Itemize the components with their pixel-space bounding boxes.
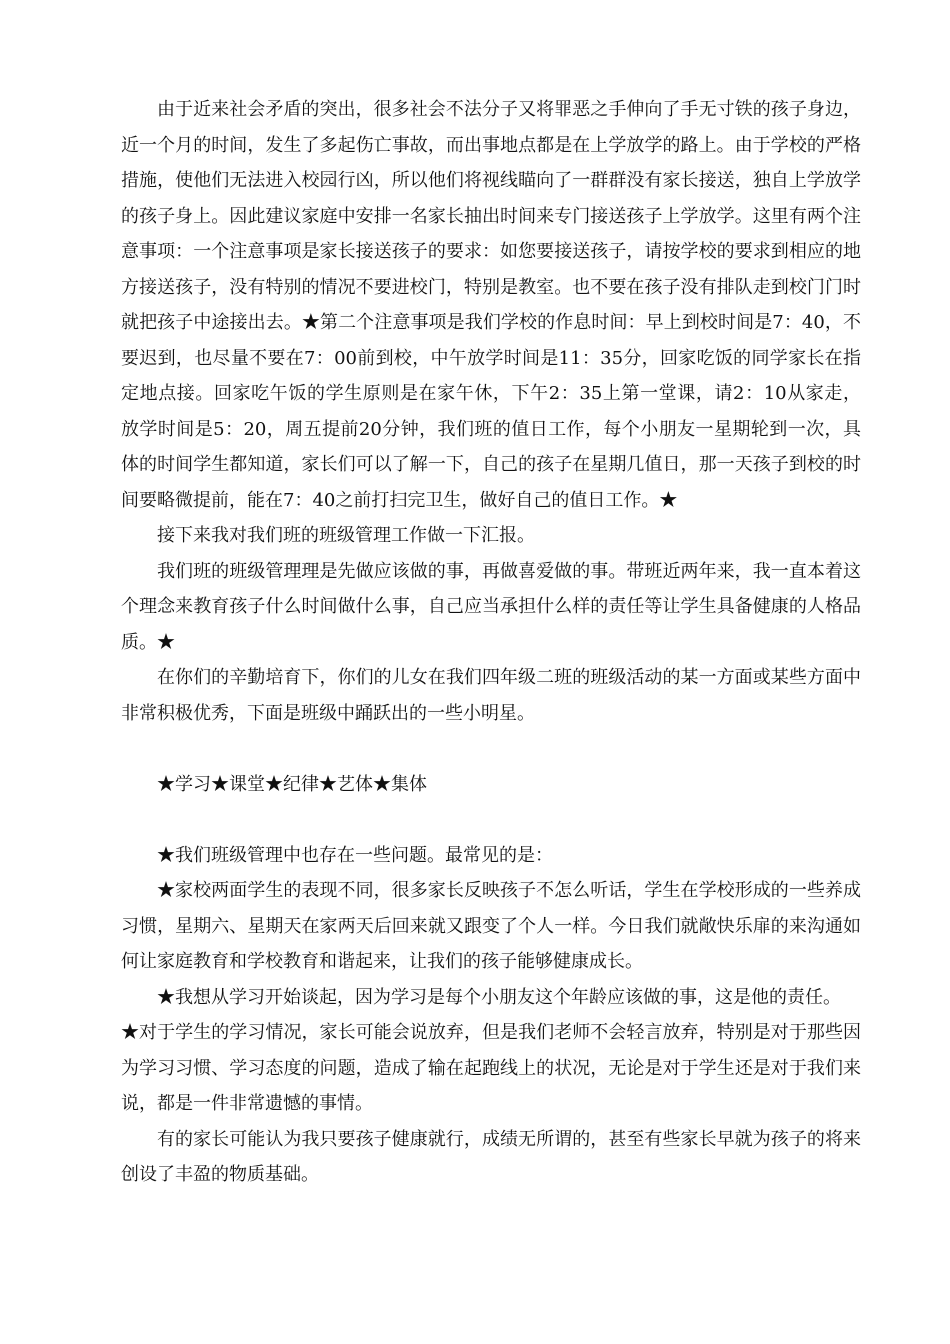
paragraph-safety-pickup: 由于近来社会矛盾的突出，很多社会不法分子又将罪恶之手伸向了手无寸铁的孩子身边，近一个月的时间，发生了多起伤亡事故，而出事地点都是在上学放学的路上。由于学校的严格措施，使他们无法进入校园行凶，所以他们将视线瞄向了一群群没有家长接送，独自上学放学的孩子身上。因此建议家庭中安排一名家长抽出时间来专门接送孩子上学放学。这里有两个注意事项：一个注意事项是家长接送孩子的要求：如您要接送孩子，请按学校的要求到相应的地方接送孩子，没有特别的情况不要进校门，特别是教室。也不要在孩子没有排队走到校门门时就把孩子中途接出去。★第二个注意事项是我们学校的作息时间：早上到校时间是7：40，不要迟到，也尽量不要在7：00前到校，中午放学时间是11：35分，回家吃饭的同学家长在指定地点接。回家吃午饭的学生原则是在家午休，下午2：35上第一堂课，请2：10从家走， 放学时间是5：20，周五提前20分钟，我们班的值日工作，每个小朋友一星期轮到一次，具体的时间学生都知道，家长们可以了解一下，自己的孩子在星期几值日，那一天孩子到校的时间要略微提前，能在7：40之前打扫完卫生，做好自己的值日工作。★ <box>121 99 861 511</box>
paragraph-little-stars: 在你们的辛勤培育下，你们的儿女在我们四年级二班的班级活动的某一方面或某些方面中非常积极优秀，下面是班级中踊跃出的一些小明星。 <box>121 667 861 724</box>
blank-line <box>121 731 861 767</box>
paragraph-management-philosophy: 我们班的班级管理理是先做应该做的事，再做喜爱做的事。带班近两年来，我一直本着这个理念来教育孩子什么时间做什么事，自己应当承担什么样的责任等让学生具备健康的人格品质。★ <box>121 560 861 653</box>
paragraph-learning-responsibility: ★我想从学习开始谈起，因为学习是每个小朋友这个年龄应该做的事，这是他的责任。 <box>157 986 841 1008</box>
blank-line <box>121 802 861 838</box>
paragraph-problems-intro: ★我们班级管理中也存在一些问题。最常见的是： <box>157 844 553 866</box>
paragraph-never-give-up: ★对于学生的学习情况，家长可能会说放弃，但是我们老师不会轻言放弃，特别是对于那些因为学习习惯、学习态度的问题，造成了输在起跑线上的状况，无论是对于学生还是对于我们来说，都是一件非常遗憾的事情。 <box>121 1022 861 1114</box>
paragraph-parents-views: 有的家长可能认为我只要孩子健康就行，成绩无所谓的，甚至有些家长早就为孩子的将来创设了丰盈的物质基础。 <box>121 1128 861 1185</box>
paragraph-class-report-intro: 接下来我对我们班的班级管理工作做一下汇报。 <box>157 525 535 546</box>
paragraph-star-categories: ★学习★课堂★纪律★艺体★集体 <box>157 773 427 795</box>
document-body <box>121 92 861 1193</box>
paragraph-home-school-difference: ★家校两面学生的表现不同，很多家长反映孩子不怎么听话，学生在学校形成的一些养成习惯，星期六、星期天在家两天后回来就又跟变了个人一样。今日我们就敞快乐扉的来沟通如何让家庭教育和学校教育和谐起来，让我们的孩子能够健康成长。 <box>121 880 861 972</box>
